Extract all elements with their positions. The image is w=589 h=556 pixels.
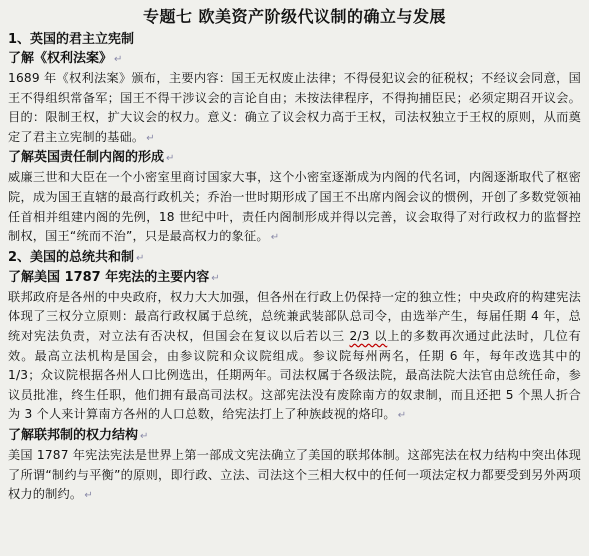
spellcheck-underline: 2/3 以 [349, 328, 388, 343]
paragraph-mark-icon: ↵ [140, 430, 149, 442]
paragraph-mark-icon: ↵ [84, 490, 93, 502]
paragraph-mark-icon: ↵ [397, 410, 407, 422]
subheading-constitution: 了解美国 1787 年宪法的主要内容 ↵ [8, 269, 220, 285]
section-heading-usa: 2、美国的总统共和制 ↵ [8, 249, 145, 265]
document-title: 专题七 欧美资产阶级代议制的确立与发展 [142, 7, 447, 26]
paragraph-federal-structure: 美国 1787 年宪法宪法是世界上第一部成文宪法确立了美国的联邦体制。这部宪法在权力结构中突出体现了所谓“制约与平衡”的原则，即行政、立法、司法这个三相大权中的任何一项法定权力都要受到另外两项权力的制约。 ↵ [8, 447, 581, 502]
paragraph-mark-icon: ↵ [114, 54, 123, 65]
subheading-bill-of-rights: 了解《权利法案》 ↵ [8, 51, 123, 66]
subheading-cabinet: 了解英国责任制内阁的形成 ↵ [8, 150, 175, 166]
subheading-federal-structure: 了解联邦制的权力结构 ↵ [8, 427, 149, 443]
paragraph-mark-icon: ↵ [211, 272, 220, 284]
paragraph-mark-icon: ↵ [146, 132, 155, 144]
paragraph-mark-icon: ↵ [166, 153, 175, 165]
section-heading-england: 1、英国的君主立宪制 [8, 32, 135, 47]
paragraph-bill-of-rights: 1689 年《权利法案》颁布，主要内容：国王无权废止法律；不得侵犯议会的征税权；不经议会同意，国王不得组织常备军；国王不得干涉议会的言论自由；未按法律程序，不得拘捕臣民；必须定期召开议会。目的：限制王权，扩大议会的权力。意义：确立了议会权力高于王权，司法权独立于王权的原则，从而奠定了君主立宪制的基础。 ↵ [8, 71, 581, 144]
paragraph-mark-icon: ↵ [136, 252, 145, 264]
paragraph-cabinet: 威廉三世和大臣在一个小密室里商讨国家大事，这个小密室逐渐成为内阁的代名词，内阁逐渐取代了枢密院，成为国王直辖的最高行政机关；乔治一世时期形成了国王不出席内阁会议的惯例，开创了多数党领袖任首相并组建内阁的先例，18 世纪中叶，责任内阁制形成并得以完善，议会取得了对行政权力的监督控制权，国王“统而不治”，只是最高权力的象征。 ↵ [8, 170, 581, 244]
paragraph-constitution: 联邦政府是各州的中央政府，权力大大加强，但各州在行政上仍保持一定的独立性；中央政府的构建宪法体现了三权分立原则：最高行政权属于总统，总统兼武装部队总司令，由选举产生，每届任期 4 年，总统对宪法负责，对立法有否决权，但国会在复议以后若以三 2/3 以上的多数再次通过此法时，几位有效。最高立法机构是国会，由参议院和众议院组成。参议院每州两名，任期 6 年，每年改选其中的 1/3；众议院根据各州人口比例选出，任期两年。司法权属于各级法院，最高法院大法官由总统任命，参议员批准，终生任职，他们拥有最高司法权。这部宪法没有废除南方的奴隶制，而且还把 5 个黑人折合为 3 个人来计算南方各州的人口总数，给宪法打上了种族歧视的烙印。 ↵ [8, 289, 581, 422]
paragraph-mark-icon: ↵ [270, 232, 280, 244]
